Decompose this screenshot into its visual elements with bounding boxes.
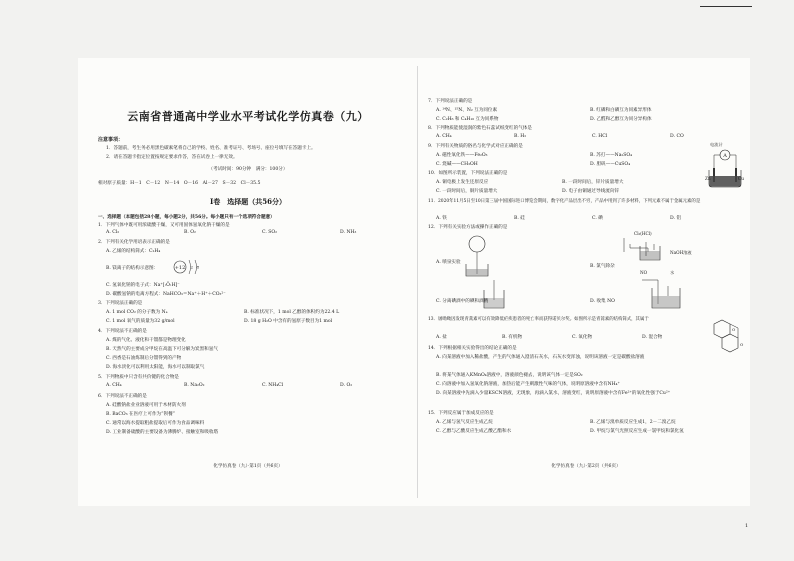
question-5-stem: 5．下列物质中只含有共价键的化合物是 <box>98 375 180 380</box>
question-14-stem: 14．下列根据相关实验得出的结论正确的是 <box>428 346 517 351</box>
question-1-stem: 1．下列气体中既可用浓硫酸干燥，又可用固体氢氧化钠干燥的是 <box>98 223 230 228</box>
question-13-stem: 13．屠呦呦因发现青蒿素可以有效降低疟疾患者的死亡率而获得诺贝尔奖。如图所示是青蒿素的结构简式，其属于 <box>428 317 649 322</box>
q12-option-c: C. 分离碘酒中的碘和酒精 <box>436 299 489 304</box>
q1-option-d: D. NH₃ <box>340 230 357 235</box>
q14-option-a: A. 向某溶液中加入稀盐酸，产生的气体通入澄清石灰水，石灰水变浑浊，说明该溶液一定是碳酸盐溶液 <box>436 355 645 360</box>
fig10-zn-label: Zn <box>705 176 711 181</box>
fig10-cu-label: Cu <box>738 176 744 181</box>
q1-option-a: A. Cl₂ <box>106 230 120 235</box>
gas-collection-figure <box>640 274 684 310</box>
part-title: Ⅰ卷 选择题（共56分） <box>209 197 286 206</box>
question-12-stem: 12．下列有关实验方法或操作正确的是 <box>428 225 508 230</box>
section-intro: 一、选择题（本题包括28小题，每小题2分，共56分。每小题只有一个选项符合题意） <box>98 215 275 220</box>
q2-option-a: A. 乙烯的结构简式：C₂H₄ <box>106 249 161 254</box>
q8-option-d: D. CO <box>670 134 684 139</box>
q3-option-a: A. 1 mol CO₂ 的分子数为 Nₐ <box>106 310 168 315</box>
q6-option-c: C. 通常以海水提取粗盐提取后可作为食品调味料 <box>106 421 205 426</box>
q7-option-d: D. 乙醛和乙醇互为同分异构体 <box>590 117 652 122</box>
q7-option-c: C. C₂H₆ 和 C₄H₁₀ 互为同系物 <box>436 117 499 122</box>
note-2: 2．请在答题卡指定位置按规定要求作答，答在试卷上一律无效。 <box>106 155 238 160</box>
sheet-page-number: 1 <box>745 523 749 529</box>
q12-option-a: A. 喷泉实验 <box>436 260 461 265</box>
q5-option-a: A. CH₄ <box>106 383 122 388</box>
svg-text:O: O <box>732 327 736 332</box>
q13-option-d: D. 混合物 <box>642 335 663 340</box>
q1-option-b: B. O₂ <box>184 230 196 235</box>
q10-option-d: D. 电子由铜通过导线流向锌 <box>562 189 619 194</box>
fig12b-gas-label: Cl₂(HCl) <box>634 231 652 236</box>
q4-option-d: D. 海水淡化可以利用太阳能，海水可以制取氯气 <box>106 365 205 370</box>
svg-text:2: 2 <box>190 264 194 270</box>
q5-option-c: C. NH₄Cl <box>262 383 284 388</box>
q13-option-a: A. 盐 <box>436 335 447 340</box>
artemisinin-structure <box>704 316 748 356</box>
q6-option-b: B. BaCO₃ 在医疗上可作为“钡餐” <box>106 412 176 417</box>
question-9-stem: 9．下列有关物质的俗名与化学式对应正确的是 <box>428 144 523 149</box>
q3-option-b: B. 标准状况下，1 mol 乙醇的体积约为22.4 L <box>244 310 340 315</box>
page-1 <box>84 58 412 506</box>
q13-option-b: B. 有机物 <box>502 335 523 340</box>
galvanic-cell-figure <box>704 146 746 190</box>
q15-option-c: C. 乙醇与乙酸反应生成乙酸乙酯和水 <box>436 429 512 434</box>
q12-option-d: D. 收集 NO <box>590 299 615 304</box>
footer-page-1: 化学仿真卷（九）·第1页（共6页） <box>213 464 283 469</box>
fig12d-gas-label: NO <box>640 270 648 275</box>
q3-option-c: C. 1 mol 氧气的质量为32 g/mol <box>106 319 175 324</box>
q12-option-b: B. 氯气除杂 <box>590 264 615 269</box>
fig12d-water-label: 水 <box>670 270 675 275</box>
fig10-meter-label: 电流计 <box>710 142 723 147</box>
svg-text:8: 8 <box>196 264 200 270</box>
fig12b-solution-label: NaOH溶液 <box>670 250 692 255</box>
q7-option-b: B. 红磷和白磷互为同素异形体 <box>590 108 652 113</box>
q13-option-c: C. 氧化物 <box>572 335 593 340</box>
q3-option-d: D. 18 g H₂O 中含有的氢原子数目为1 mol <box>244 319 333 324</box>
question-11-stem: 11．2020年11月5日至10日第三届中国国际进口博览会期间，数字化产品层出不穷，产品中用到了许多材料，下列元素不属于金属元素的是 <box>428 199 701 204</box>
q10-option-a: A. 铜电极上发生还原反应 <box>436 180 489 185</box>
q6-option-d: D. 工业制备硫酸的主要设备为沸腾炉、接触室和吸收塔 <box>106 430 219 435</box>
footer-page-2: 化学仿真卷（九）·第2页（共6页） <box>551 464 621 469</box>
q11-option-c: C. 碘 <box>592 216 603 221</box>
question-10-stem: 10．如图所示装置，下列说法正确的是 <box>428 171 508 176</box>
q7-option-a: A. ¹⁴N、¹⁵N、N₂ 互为同位素 <box>436 108 498 113</box>
q4-option-b: B. 天然气的主要成分甲烷在高温下可分解为炭黑和氢气 <box>106 347 218 352</box>
q14-option-c: C. 向溶液中加入氢氧化钠溶液，加热后能产生刺激性气味的气体，说明原溶液中含有NH₄⁺ <box>436 382 620 387</box>
q1-option-c: C. SO₂ <box>262 230 278 235</box>
q9-option-b: B. 苏打——Na₂SO₄ <box>590 153 633 158</box>
question-15-stem: 15．下列反应属于加成反应的是 <box>428 411 494 416</box>
q8-option-a: A. CH₄ <box>436 134 452 139</box>
q11-option-a: A. 铁 <box>436 216 447 221</box>
q5-option-b: B. Na₂O₂ <box>184 383 205 388</box>
q15-option-b: B. 乙烯与溴单质反应生成1，2－二溴乙烷 <box>590 420 676 425</box>
separation-beaker-figure <box>480 280 510 310</box>
q8-option-b: B. H₂ <box>514 134 527 139</box>
svg-text:O: O <box>740 342 744 347</box>
page-divider <box>417 66 418 498</box>
q4-option-c: C. 西香是石油炼制后分馏得到的产物 <box>106 356 182 361</box>
q15-option-d: D. 甲烷与氯气光照反应生成一氯甲烷和氯化氢 <box>590 429 684 434</box>
question-4-stem: 4．下列说法不正确的是 <box>98 329 147 334</box>
chlorine-purification-figure <box>618 236 666 262</box>
q4-option-a: A. 煤的气化、液化和干馏都是物理变化 <box>106 338 186 343</box>
q15-option-a: A. 乙烯与氢气反应生成乙烷 <box>436 420 493 425</box>
fountain-experiment-figure <box>462 234 492 278</box>
question-2-stem: 2．下列有关化学用语表示正确的是 <box>98 240 170 245</box>
svg-text:A: A <box>723 153 727 159</box>
exam-sheet <box>78 58 750 506</box>
q9-option-c: C. 烧碱——CH₃OH <box>436 162 478 167</box>
exam-title: 云南省普通高中学业水平考试化学仿真卷（九） <box>127 110 369 123</box>
scan-edge-mark <box>700 6 752 7</box>
note-1: 1．答题前，考生务必用黑色碳素笔将自己的学校、姓名、准考证号、考场号、座位号填写在答题卡上。 <box>106 146 316 151</box>
q11-option-b: B. 硅 <box>514 216 525 221</box>
q2-option-b: B. 镁离子的结构示意图： <box>106 266 159 271</box>
exam-info: （考试时间：90分钟 满分：100分） <box>208 167 288 172</box>
q2-option-d: D. 碳酸氢钠的电离方程式：NaHCO₃＝Na⁺＋H⁺＋CO₃²⁻ <box>106 292 226 297</box>
question-3-stem: 3．下列说法正确的是 <box>98 301 143 306</box>
svg-text:+12: +12 <box>174 265 186 271</box>
q6-option-a: A. 硅酸钠盐业业溶液可用于木材防火剂 <box>106 403 186 408</box>
page-2 <box>422 58 750 506</box>
q5-option-d: D. O₂ <box>340 383 353 388</box>
q2-option-c: C. 氢氧化钠的电子式：Na⁺[:Ö:H]⁻ <box>106 283 180 288</box>
q10-option-c: C. 一段时间后，铜片质量增大 <box>436 189 498 194</box>
question-6-stem: 6．下列说法不正确的是 <box>98 394 147 399</box>
question-7-stem: 7．下列说法正确的是 <box>428 99 473 104</box>
q10-option-b: B. 一段时间后，锌片质量增大 <box>562 180 624 185</box>
q14-option-d: D. 向某溶液中先滴入少量KSCN溶液，无现象，再滴入氯水，溶液变红，说明原溶液中含有Fe²⁺的氧化性强于Cu²⁺ <box>436 391 671 396</box>
q9-option-a: A. 磁性氧化铁——Fe₂O₃ <box>436 153 488 158</box>
question-8-stem: 8．下列物质能使湿润的紫色石蕊试纸变红的气体是 <box>428 126 532 131</box>
magnesium-ion-diagram <box>172 257 208 277</box>
q11-option-d: D. 铝 <box>670 216 682 221</box>
q14-option-b: B. 将某气体通入KMnO₄溶液中，溶液颜色褪去，说明该气体一定是SO₂ <box>436 373 583 378</box>
q9-option-d: D. 胆矾——CuSO₄ <box>590 162 631 167</box>
q8-option-c: C. HCl <box>592 134 608 139</box>
notes-heading: 注意事项： <box>98 137 124 143</box>
atomic-masses: 相对原子质量：H－1 C－12 N－14 O－16 Al－27 S－32 Cl－35.5 <box>98 181 261 186</box>
